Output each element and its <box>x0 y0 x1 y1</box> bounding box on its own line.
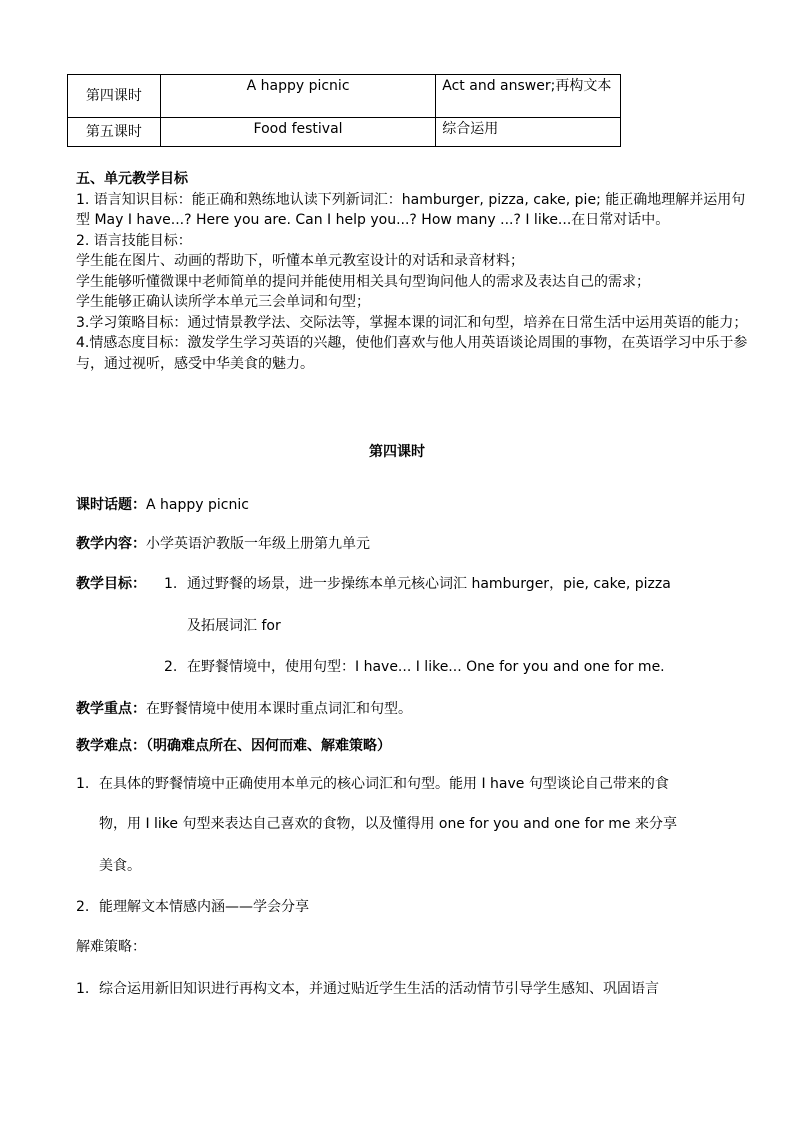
table-row <box>68 118 621 147</box>
paragraph: 学生能够听懂微课中老师简单的提问并能使用相关具句型询问他人的需求及表达自己的需求； <box>76 273 650 290</box>
goal-item <box>164 656 665 676</box>
goals-label: 教学目标： <box>76 576 146 592</box>
goal-number: 1. <box>164 576 178 592</box>
paragraph: 学生能够正确认读所学本单元三会单词和句型； <box>76 294 370 310</box>
lesson-schedule-table <box>67 74 621 147</box>
table-cell: 第四课时 <box>68 75 161 118</box>
difficulty-label: 教学难点：（明确难点所在、因何而难、解难策略） <box>76 738 391 754</box>
table-cell: 第五课时 <box>68 118 161 147</box>
unit-objectives-section <box>76 169 752 374</box>
key-line <box>76 698 412 718</box>
goal-continuation: 及拓展词汇 for <box>187 618 281 634</box>
table-cell: 综合运用 <box>436 118 621 147</box>
difficulty-text: 能理解文本情感内涵——学会分享 <box>99 899 309 915</box>
table-cell: A happy picnic <box>160 75 435 118</box>
topic-label: 课时话题： <box>76 497 146 513</box>
difficulty-continuation: 美食。 <box>99 858 141 874</box>
paragraph: 3.学习策略目标：通过情景教学法、交际法等，掌握本课的词汇和句型，培养在日常生活中运用英语的能力； <box>76 314 748 331</box>
topic-line <box>76 494 249 514</box>
paragraph: 学生能在图片、动画的帮助下，听懂本单元教室设计的对话和录音材料； <box>76 253 524 269</box>
table-cell: Food festival <box>160 118 435 147</box>
paragraph: 1. 语言知识目标：能正确和熟练地认读下列新词汇：hamburger, pizza, cake, pie; 能正确地理解并运用句型 May I have...? Here you are. Can I help you...? How many ...? I like...在日常对话中。 <box>76 191 746 228</box>
content-value: 小学英语沪教版一年级上册第九单元 <box>146 536 370 552</box>
goal-number: 2. <box>164 659 178 675</box>
strategy-number: 1. <box>76 981 90 997</box>
difficulty-number: 2. <box>76 899 90 915</box>
table-row <box>68 75 621 118</box>
goal-text: 通过野餐的场景，进一步操练本单元核心词汇 hamburger，pie, cake, pizza <box>187 576 671 592</box>
key-label: 教学重点： <box>76 701 146 717</box>
content-line <box>76 533 370 553</box>
difficulty-number: 1. <box>76 776 90 792</box>
difficulty-item <box>76 773 669 793</box>
content-label: 教学内容： <box>76 536 146 552</box>
difficulty-text: 在具体的野餐情境中正确使用本单元的核心词汇和句型。能用 I have 句型谈论自己带来的食 <box>99 776 669 792</box>
strategy-item <box>76 978 659 998</box>
difficulty-continuation: 物，用 I like 句型来表达自己喜欢的食物，以及懂得用 one for you and one for me 来分享 <box>99 816 677 832</box>
lesson-title: 第四课时 <box>369 444 425 460</box>
goal-text: 在野餐情境中，使用句型：I have... I like... One for you and one for me. <box>187 659 665 675</box>
paragraph: 2. 语言技能目标： <box>76 232 192 249</box>
key-value: 在野餐情境中使用本课时重点词汇和句型。 <box>146 701 412 717</box>
section-heading: 五、单元教学目标 <box>76 171 188 187</box>
table-cell: Act and answer;再构文本 <box>436 75 621 118</box>
topic-value: A happy picnic <box>146 497 249 513</box>
goals-label-line <box>76 573 146 593</box>
strategy-text: 综合运用新旧知识进行再构文本，并通过贴近学生生活的活动情节引导学生感知、巩固语言 <box>99 981 659 997</box>
strategy-label: 解难策略： <box>76 939 146 955</box>
difficulty-item <box>76 896 309 916</box>
goal-item <box>164 573 671 593</box>
paragraph: 4.情感态度目标：激发学生学习英语的兴趣，使他们喜欢与他人用英语谈论周围的事物，在英语学习中乐于参与，通过视听，感受中华美食的魅力。 <box>76 335 748 372</box>
